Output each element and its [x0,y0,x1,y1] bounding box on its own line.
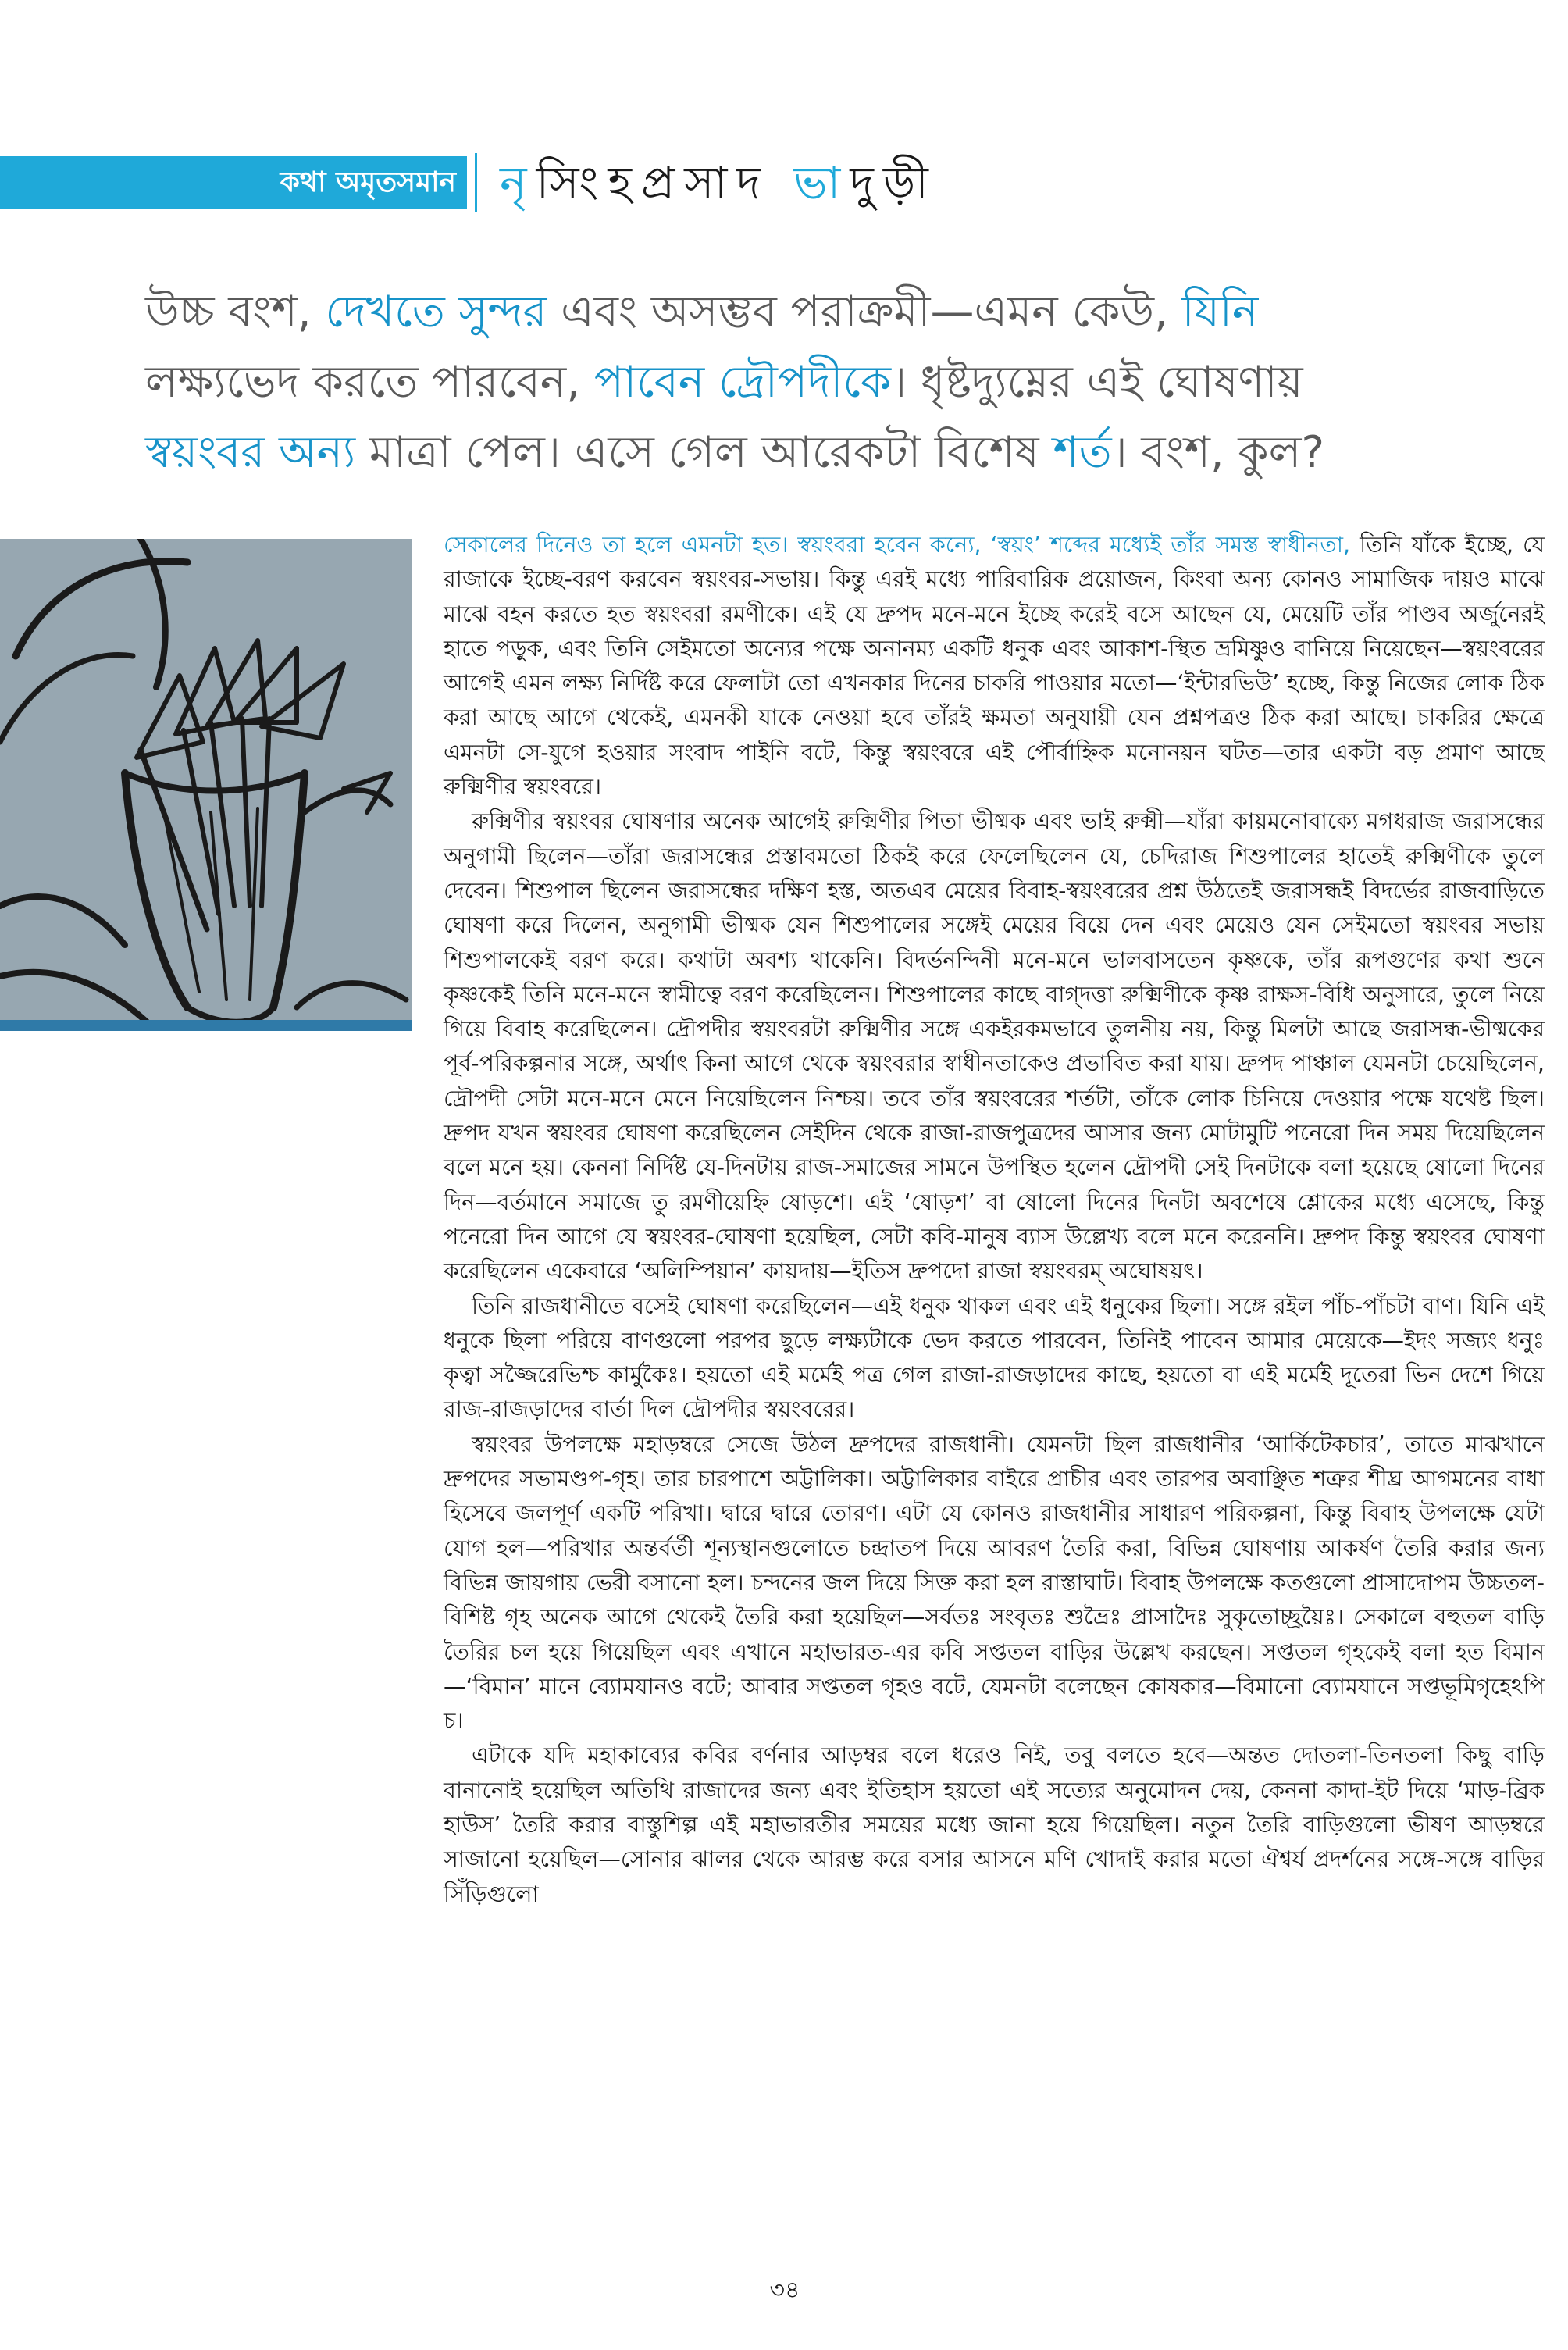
lead-paragraph [145,277,1426,488]
paragraph: রুক্মিণীর স্বয়ংবর ঘোষণার অনেক আগেই রুক্মিণীর পিতা ভীষ্মক এবং ভাই রুক্মী—যাঁরা কায়মনোবাক্যে মগধরাজ জরাসন্ধের অনুগামী ছিলেন—তাঁরা জরাসন্ধের প্রস্তাবমতো ঠিকই করে ফেলেছিলেন যে, চেদিরাজ শিশুপালের হাতেই রুক্মিণীকে তুলে দেবেন। শিশুপাল ছিলেন জরাসন্ধের দক্ষিণ হস্ত, অতএব মেয়ের বিবাহ-স্বয়ংবরের প্রশ্ন উঠতেই জরাসন্ধই বিদর্ভের রাজবাড়িতে ঘোষণা করে দিলেন, অনুগামী ভীষ্মক যেন শিশুপালের সঙ্গেই মেয়ের বিয়ে দেন এবং মেয়েও যেন সেইমতো স্বয়ংবর সভায় শিশুপালকেই বরণ করে। কথাটা অবশ্য থাকেনি। বিদর্ভনন্দিনী মনে-মনে ভালবাসতেন কৃষ্ণকে, তাঁর রূপগুণের কথা শুনে কৃষ্ণকেই তিনি মনে-মনে স্বামীত্বে বরণ করেছিলেন। শিশুপালের কাছে বাগ্‌দত্তা রুক্মিণীকে কৃষ্ণ রাক্ষস-বিধি অনুসারে, তুলে নিয়ে গিয়ে বিবাহ করেছিলেন। দ্রৌপদীর স্বয়ংবরটা রুক্মিণীর সঙ্গে একইরকমভাবে তুলনীয় নয়, কিন্তু মিলটা আছে জরাসন্ধ-ভীষ্মকের পূর্ব-পরিকল্পনার সঙ্গে, অর্থাৎ কিনা আগে থেকে স্বয়ংবরার স্বাধীনতাকেও প্রভাবিত করা যায়। দ্রুপদ পাঞ্চাল যেমনটা চেয়েছিলেন, দ্রৌপদী সেটা মনে-মনে মেনে নিয়েছিলেন নিশ্চয়। তবে তাঁর স্বয়ংবরের শর্তটা, তাঁকে লোক চিনিয়ে দেওয়ার পক্ষে যথেষ্ট ছিল। দ্রুপদ যখন স্বয়ংবর ঘোষণা করেছিলেন সেইদিন থেকে রাজা-রাজপুত্রদের আসার জন্য মোটামুটি পনেরো দিন সময় দিয়েছিলেন বলে মনে হয়। কেননা নির্দিষ্ট যে-দিনটায় রাজ-সমাজের সামনে উপস্থিত হলেন দ্রৌপদী সেই দিনটাকে বলা হয়েছে ষোলো দিনের দিন—বর্তমানে সমাজে তু রমণীয়েহ্নি ষোড়শে। এই ‘ষোড়শ’ বা ষোলো দিনের দিনটা অবশেষে শ্লোকের মধ্যে এসেছে, কিন্তু পনেরো দিন আগে যে স্বয়ংবর-ঘোষণা হয়েছিল, সেটা কবি-মানুষ ব্যাস উল্লেখ্য বলে মনে করেননি। দ্রুপদ কিন্তু স্বয়ংবর ঘোষণা করেছিলেন একেবারে ‘অলিম্পিয়ান’ কায়দায়—ইতিস দ্রুপদো রাজা স্বয়ংবরম্‌ অঘোষয়ৎ। [444,808,1545,1285]
lead-text: এবং অসম্ভব পরাক্রমী—এমন কেউ, [547,287,1182,337]
lead-highlight: দেখতে সুন্দর [325,287,547,337]
author-name [500,153,938,212]
quiver-illustration [0,539,412,1031]
paragraph-text: তিনি যাঁকে ইচ্ছে, যে রাজাকে ইচ্ছে-বরণ করবেন স্বয়ংবর-সভায়। কিন্তু এরই মধ্যে পারিবারিক প্রয়োজন, কিংবা অন্য কোনও সামাজিক দায়ও মাঝে মাঝে বহন করতে হত স্বয়ংবরা রমণীকে। এই যে দ্রুপদ মনে-মনে ইচ্ছে করেই বসে আছেন যে, মেয়েটি তাঁর পাণ্ডব অর্জুনেরই হাতে পড়ুক, এবং তিনি সেইমতো অন্যের পক্ষে অনানম্য একটি ধনুক এবং আকাশ-স্থিত ভ্রমিষ্ণুও বানিয়ে নিয়েছেন—স্বয়ংবরের আগেই এমন লক্ষ্য নির্দিষ্ট করে ফেলাটা তো এখনকার দিনের চাকরি পাওয়ার মতো—‘ইন্টারভিউ’ হচ্ছে, কিন্তু নিজের লোক ঠিক করা আছে আগে থেকেই, এমনকী যাকে নেওয়া হবে তাঁরই ক্ষমতা অনুযায়ী যেন প্রশ্নপত্রও ঠিক করা আছে। চাকরির ক্ষেত্রে এমনটা সে-যুগে হওয়ার সংবাদ পাইনি বটে, কিন্তু স্বয়ংবরে এই পৌর্বাহ্নিক মনোনয়ন ঘটত—তার একটা বড় প্রমাণ আছে রুক্মিণীর স্বয়ংবরে। [444,532,1545,801]
lead-highlight: শর্ত [1053,427,1112,478]
quiver-with-arrows-icon [0,539,412,1031]
lead-highlight: যিনি [1181,287,1259,337]
lead-text: লক্ষ্যভেদ করতে পারবেন, [145,357,594,408]
paragraph: তিনি রাজধানীতে বসেই ঘোষণা করেছিলেন—এই ধনুক থাকল এবং এই ধনুকের ছিলা। সঙ্গে রইল পাঁচ-পাঁচটা বাণ। যিনি এই ধনুকে ছিলা পরিয়ে বাণগুলো পরপর ছুড়ে লক্ষ্যটাকে ভেদ করতে পারবেন, তিনিই পাবেন আমার মেয়েকে—ইদং সজ্যং ধনুঃ কৃত্বা সজ্জৈরেভিশ্চ কার্মুকৈঃ। হয়তো এই মর্মেই পত্র গেল রাজা-রাজড়াদের কাছে, হয়তো বা এই মর্মেই দূতেরা ভিন দেশে গিয়ে রাজ-রাজড়াদের বার্তা দিল দ্রৌপদীর স্বয়ংবরের। [444,1293,1545,1423]
author-mid: সিংহপ্রসাদ [536,156,794,209]
illustration-bottom-bar [0,1020,412,1031]
section-label: কথা অমৃতসমান [280,166,456,198]
lead-text: । ধৃষ্টদ্যুম্নের এই ঘোষণায় [891,357,1303,408]
intro-highlight: সেকালের দিনেও তা হলে এমনটা হত। স্বয়ংবরা হবেন কন্যে, ‘স্বয়ং’ শব্দের মধ্যেই তাঁর সমস্ত স্বাধীনতা, [444,532,1351,558]
lead-highlight: স্বয়ংবর অন্য [145,427,356,478]
author-accent-2: ভা [793,156,850,209]
lead-text: উচ্চ বংশ, [145,287,326,337]
section-header-band [0,156,467,209]
paragraph: এটাকে যদি মহাকাব্যের কবির বর্ণনার আড়ম্বর বলে ধরেও নিই, তবু বলতে হবে—অন্তত দোতলা-তিনতলা কিছু বাড়ি বানানোই হয়েছিল অতিথি রাজাদের জন্য এবং ইতিহাস হয়তো এই সত্যের অনুমোদন দেয়, কেননা কাদা-ইট দিয়ে ‘মাড়-ব্রিক হাউস’ তৈরি করার বাস্তুশিল্প এই মহাভারতীর সময়ের মধ্যে জানা হয়ে গিয়েছিল। নতুন তৈরি বাড়িগুলো ভীষণ আড়ম্বরে সাজানো হয়েছিল—সোনার ঝালর থেকে আরম্ভ করে বসার আসনে মণি খোদাই করার মতো ঐশ্বর্য প্রদর্শনের সঙ্গে-সঙ্গে বাড়ির সিঁড়িগুলো [444,1742,1545,1907]
header-divider [475,153,477,212]
paragraph: স্বয়ংবর উপলক্ষে মহাড়ম্বরে সেজে উঠল দ্রুপদের রাজধানী। যেমনটা ছিল রাজধানীর ‘আর্কিটেকচার’, তাতে মাঝখানে দ্রুপদের সভামণ্ডপ-গৃহ। তার চারপাশে অট্টালিকা। অট্টালিকার বাইরে প্রাচীর এবং তারপর অবাঞ্ছিত শত্রুর শীঘ্র আগমনের বাধা হিসেবে জলপূর্ণ একটি পরিখা। দ্বারে দ্বারে তোরণ। এটা যে কোনও রাজধানীর সাধারণ পরিকল্পনা, কিন্তু বিবাহ উপলক্ষে যেটা যোগ হল—পরিখার অন্তর্বর্তী শূন্যস্থানগুলোতে চন্দ্রাতপ দিয়ে আবরণ তৈরি করা, বিভিন্ন ঘোষণায় আকর্ষণ তৈরি করার জন্য বিভিন্ন জায়গায় ভেরী বসানো হল। চন্দনের জল দিয়ে সিক্ত করা হল রাস্তাঘাট। বিবাহ উপলক্ষে কতগুলো প্রাসাদোপম উচ্চতল-বিশিষ্ট গৃহ অনেক আগে থেকেই তৈরি করা হয়েছিল—সর্বতঃ সংবৃতঃ শুভ্রৈঃ প্রাসাদৈঃ সুকৃতোচ্ছ্রয়ৈঃ। সেকালে বহুতল বাড়ি তৈরির চল হয়ে গিয়েছিল এবং এখানে মহাভারত-এর কবি সপ্ততল বাড়ির উল্লেখ করছেন। সপ্ততল গৃহকেই বলা হত বিমান—‘বিমান’ মানে ব্যোমযানও বটে; আবার সপ্ততল গৃহও বটে, যেমনটা বলেছেন কোষকার—বিমানো ব্যোমযানে সপ্তভূমিগৃহেঽপি চ। [444,1431,1545,1735]
lead-highlight: পাবেন দ্রৌপদীকে [593,357,892,408]
lead-text: মাত্রা পেল। এসে গেল আরেকটা বিশেষ [355,427,1053,478]
article-body [444,528,1545,1912]
lead-text: । বংশ, কুল? [1111,427,1325,478]
page-number: ৩৪ [769,2277,800,2304]
author-end: দুড়ী [850,156,938,209]
paragraph [444,528,1545,804]
author-accent-1: নৃ [500,156,536,209]
